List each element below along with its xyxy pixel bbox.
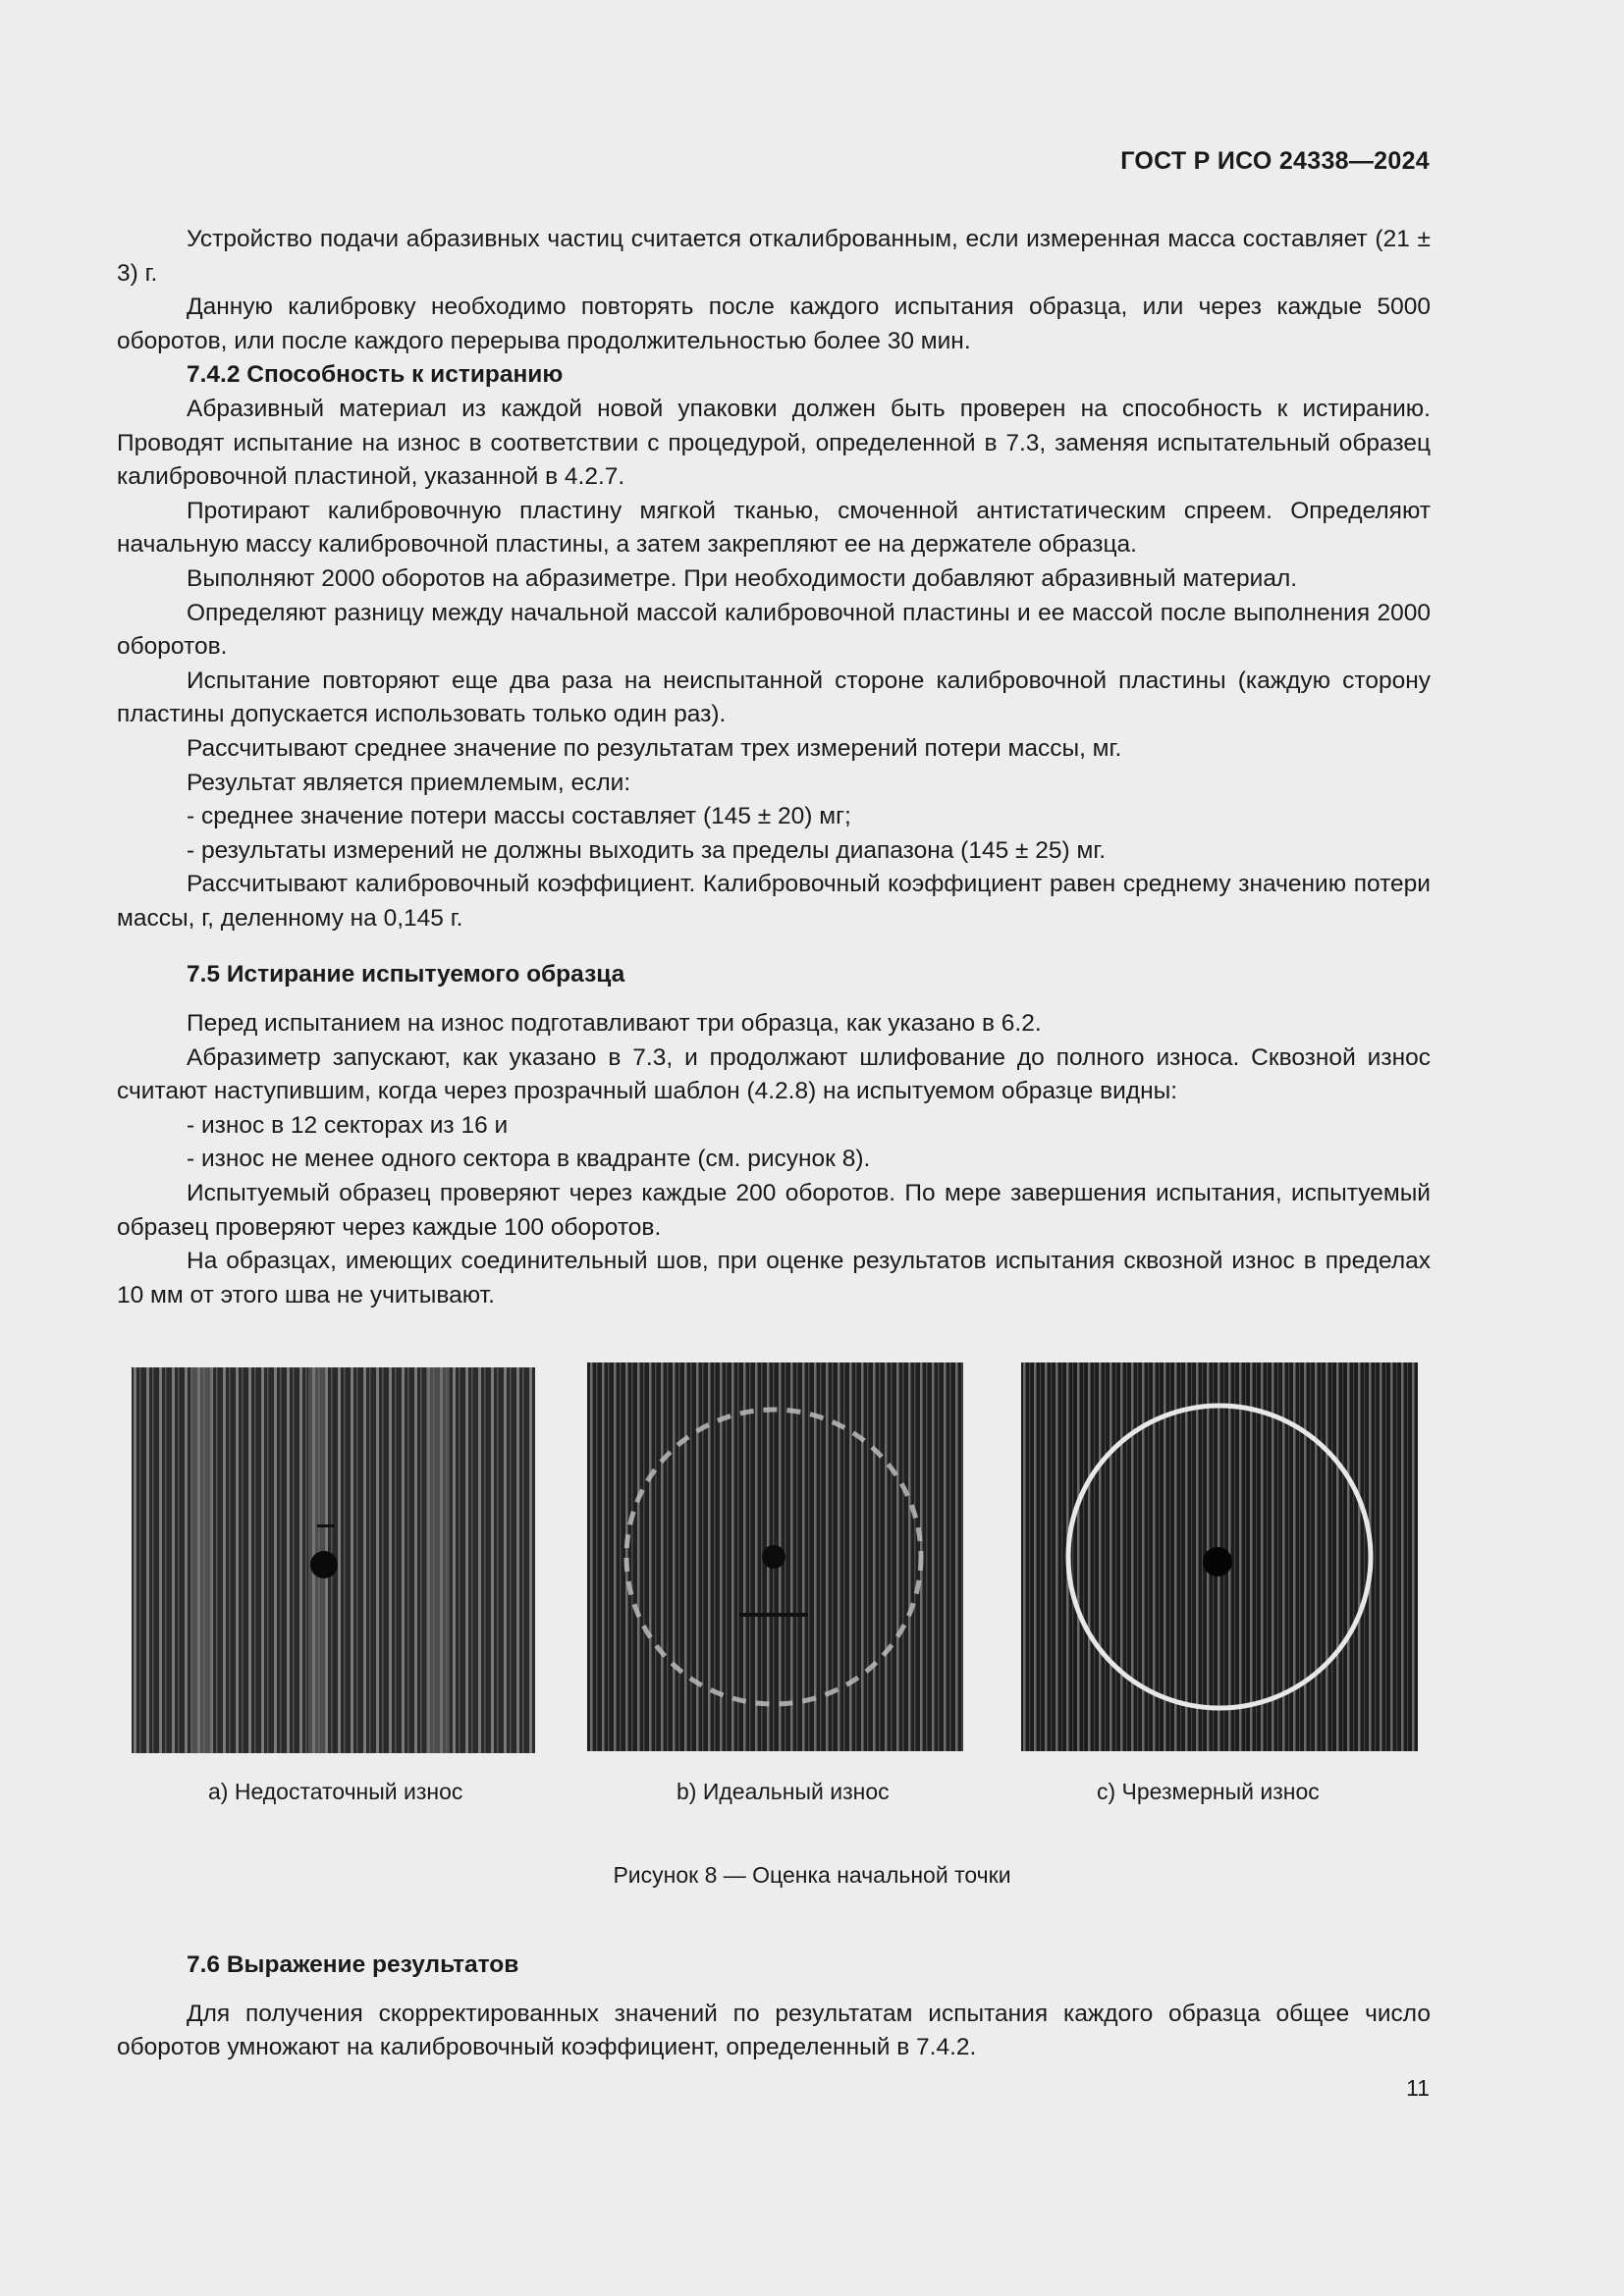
- figure-image-insufficient-wear: [132, 1367, 535, 1753]
- paragraph: Рассчитывают среднее значение по результатам трех измерений потери массы, мг.: [187, 734, 1122, 762]
- list-item: - износ не менее одного сектора в квадранте (см. рисунок 8).: [187, 1146, 871, 1173]
- list-item: - износ в 12 секторах из 16 и: [187, 1111, 509, 1139]
- paragraph: Для получения скорректированных значений по результатам испытания каждого образца общее число оборотов умножают на калибровочный коэффициент, определенный в 7.4.2.: [117, 2000, 1431, 2061]
- figure-caption-b: b) Идеальный износ: [677, 1779, 890, 1804]
- section-heading-7-6: 7.6 Выражение результатов: [187, 1951, 519, 1978]
- document-header: ГОСТ Р ИСО 24338—2024: [1120, 147, 1430, 175]
- paragraph: Абразивный материал из каждой новой упаковки должен быть проверен на способность к истиранию. Проводят испытание на износ в соответствии с процедурой, определенной в 7.3, заменяя испытательный образец калибровочной пластиной, указанной в 4.2.7.: [117, 395, 1431, 491]
- figure-caption-c: c) Чрезмерный износ: [1097, 1779, 1320, 1804]
- figure-caption-a: a) Недостаточный износ: [208, 1779, 463, 1804]
- list-item: - результаты измерений не должны выходить за пределы диапазона (145 ± 25) мг.: [187, 836, 1107, 864]
- paragraph: Абразиметр запускают, как указано в 7.3, и продолжают шлифование до полного износа. Сквозной износ считают наступившим, когда через прозрачный шаблон (4.2.8) на испытуемом образце видны:: [117, 1043, 1431, 1105]
- paragraph: Результат является приемлемым, если:: [187, 769, 631, 796]
- figure-title: Рисунок 8 — Оценка начальной точки: [613, 1862, 1011, 1888]
- section-heading-7-4-2: 7.4.2 Способность к истиранию: [187, 361, 564, 389]
- figure-image-excessive-wear: [1021, 1362, 1418, 1751]
- paragraph: Перед испытанием на износ подготавливают три образца, как указано в 6.2.: [187, 1010, 1042, 1038]
- paragraph: Протирают калибровочную пластину мягкой тканью, смоченной антистатическим спреем. Определяют начальную массу калибровочной пластины, а затем закрепляют ее на держателе образца.: [117, 497, 1431, 559]
- paragraph: Рассчитывают калибровочный коэффициент. Калибровочный коэффициент равен среднему значению потери массы, г, деленному на 0,145 г.: [117, 871, 1431, 932]
- page-number: 11: [1406, 2075, 1430, 2101]
- paragraph: Испытуемый образец проверяют через каждые 200 оборотов. По мере завершения испытания, испытуемый образец проверяют через каждые 100 оборотов.: [117, 1180, 1431, 1241]
- paragraph: Выполняют 2000 оборотов на абразиметре. При необходимости добавляют абразивный материал.: [187, 564, 1298, 592]
- paragraph: Устройство подачи абразивных частиц считается откалиброванным, если измеренная масса составляет (21 ± 3) г.: [117, 226, 1431, 287]
- paragraph: На образцах, имеющих соединительный шов, при оценке результатов испытания сквозной износ в пределах 10 мм от этого шва не учитывают.: [117, 1248, 1431, 1308]
- section-7-6: [117, 1949, 1431, 2065]
- figure-image-ideal-wear: [587, 1362, 963, 1751]
- paragraph: Данную калибровку необходимо повторять после каждого испытания образца, или через каждые 5000 оборотов, или после каждого перерыва продолжительностью более 30 мин.: [117, 294, 1431, 354]
- section-heading-7-5: 7.5 Истирание испытуемого образца: [187, 961, 625, 988]
- paragraph: Определяют разницу между начальной массой калибровочной пластины и ее массой после выполнения 2000 оборотов.: [117, 599, 1431, 661]
- body-text: [117, 223, 1431, 1312]
- list-item: - среднее значение потери массы составляет (145 ± 20) мг;: [187, 803, 851, 830]
- paragraph: Испытание повторяют еще два раза на неиспытанной стороне калибровочной пластины (каждую сторону пластины допускается использовать только один раз).: [117, 667, 1431, 728]
